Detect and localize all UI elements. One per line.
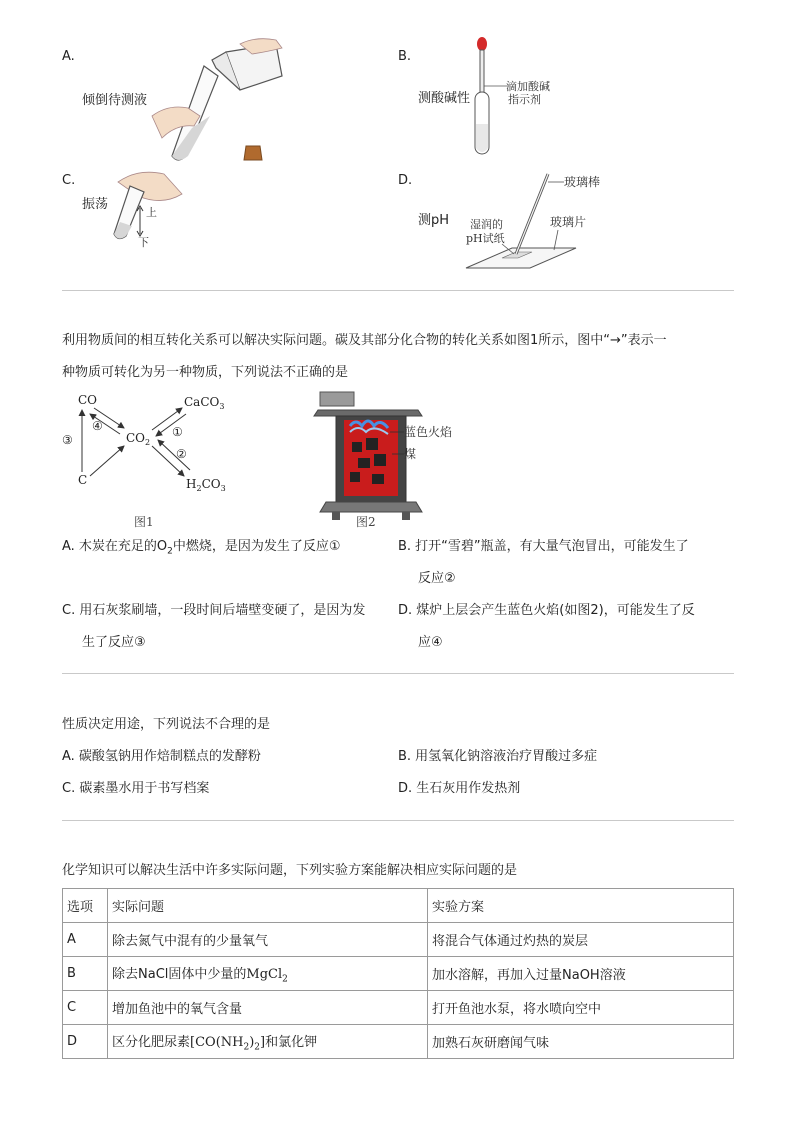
- glass-slide-label: 玻璃片: [550, 215, 587, 229]
- table-header-row: [63, 889, 734, 923]
- row-problem-formula: MgCl: [246, 966, 283, 982]
- c-label: C: [78, 473, 88, 487]
- q2-stem-line-2: 种物质可转化为另一种物质，下列说法不正确的是: [62, 365, 349, 380]
- coal-stove-figure: [312, 386, 482, 534]
- row-problem: 增加鱼池中的氧气含量: [108, 991, 428, 1025]
- q1-option-a-caption: 倾倒待测液: [82, 93, 148, 108]
- svg-text:H2CO3: [186, 477, 226, 493]
- row-problem-text: 除去NaCl固体中少量的: [112, 966, 247, 982]
- q2-option-b-cont: 反应②: [418, 571, 456, 586]
- glass-rod-label: 玻璃棒: [564, 175, 601, 189]
- row-option: C: [63, 991, 108, 1025]
- header-plan: 实验方案: [428, 889, 734, 923]
- arrow-c-to-co2: [90, 446, 124, 476]
- h2co3-subscript-2: 3: [220, 484, 226, 493]
- q3-option-a[interactable]: A. 碳酸氢钠用作焙制糕点的发酵粉: [62, 749, 261, 764]
- row-plan: 加水溶解，再加入过量NaOH溶液: [428, 957, 734, 991]
- shaking-figure: [108, 164, 188, 248]
- caco3-subscript: 3: [219, 402, 225, 411]
- carbon-transformation-diagram: [58, 388, 248, 534]
- q1-option-d-caption: 测pH: [418, 213, 450, 228]
- stopper-icon: [244, 146, 262, 160]
- divider: [62, 673, 734, 674]
- dropper-figure: [468, 36, 558, 158]
- q2-option-a-sub: 2: [167, 546, 173, 557]
- reaction-3-label: ③: [62, 433, 73, 447]
- ph-paper-label-2: pH试纸: [466, 232, 505, 245]
- q2-option-d[interactable]: D. 煤炉上层会产生蓝色火焰(如图2)，可能发生了反: [398, 603, 695, 618]
- co-label: CO: [78, 393, 98, 407]
- q2-option-a[interactable]: [62, 538, 341, 561]
- divider: [62, 820, 734, 821]
- q4-table: [62, 888, 734, 1059]
- shake-up-label: 上: [146, 206, 157, 219]
- q2-option-d-cont: 应④: [418, 635, 443, 650]
- divider: [62, 290, 734, 291]
- q1-option-c-letter[interactable]: C.: [62, 173, 76, 188]
- table-row[interactable]: [63, 1025, 734, 1059]
- row-problem-sub-2: 2: [254, 1042, 261, 1053]
- row-problem-formula: [CO(NH: [190, 1034, 244, 1050]
- q1-option-d-letter[interactable]: D.: [398, 173, 413, 188]
- q2-option-a-text-2: 中燃烧，是因为发生了反应①: [172, 539, 341, 554]
- row-plan: 将混合气体通过灼热的炭层: [428, 923, 734, 957]
- figure-1-caption: 图1: [134, 515, 154, 529]
- row-problem-sub: 2: [282, 974, 288, 985]
- stove-pipe-icon: [320, 392, 354, 406]
- q3-stem: 性质决定用途，下列说法不合理的是: [62, 717, 271, 732]
- svg-text:CaCO3: [184, 395, 224, 411]
- q2-option-a-text: A. 木炭在充足的O: [62, 539, 168, 554]
- q1-option-b-letter[interactable]: B.: [398, 49, 412, 64]
- row-problem: 除去氮气中混有的少量氧气: [108, 923, 428, 957]
- reaction-2-label: ②: [176, 447, 187, 461]
- q3-option-d[interactable]: D. 生石灰用作发热剂: [398, 781, 521, 796]
- shake-down-label: 下: [138, 236, 149, 248]
- header-option: 选项: [63, 889, 108, 923]
- q2-option-c-cont: 生了反应③: [82, 635, 146, 650]
- indicator-note-2: 指示剂: [508, 93, 541, 106]
- q1-option-a-letter[interactable]: A.: [62, 49, 75, 64]
- dropper-bulb-icon: [477, 37, 487, 51]
- row-problem-formula-2: ): [249, 1034, 255, 1050]
- q3-option-c[interactable]: C. 碳素墨水用于书写档案: [62, 781, 210, 796]
- h2co3-label-2: CO: [201, 477, 221, 491]
- h2co3-subscript-1: 2: [196, 484, 202, 493]
- table-row[interactable]: [63, 923, 734, 957]
- header-problem: 实际问题: [108, 889, 428, 923]
- reaction-1-label: ①: [172, 425, 183, 439]
- h2co3-label: H: [186, 477, 197, 491]
- table-row[interactable]: [63, 991, 734, 1025]
- reagent-bottle-icon: [212, 44, 282, 90]
- glass-slide-icon: [466, 248, 576, 268]
- table-row[interactable]: [63, 957, 734, 991]
- svg-text:C: [78, 473, 87, 487]
- svg-text:CO: [78, 393, 97, 407]
- q1-option-c-caption: 振荡: [82, 197, 109, 212]
- q2-option-b[interactable]: B. 打开“雪碧”瓶盖，有大量气泡冒出，可能发生了: [398, 539, 689, 554]
- blue-flame-label: 蓝色火焰: [404, 425, 453, 439]
- svg-text:CO2: [126, 431, 150, 447]
- row-plan: 加熟石灰研磨闻气味: [428, 1025, 734, 1059]
- reaction-4-label: ④: [92, 419, 103, 433]
- indicator-note-1: 滴加酸碱: [506, 80, 550, 93]
- co2-label: CO: [126, 431, 146, 445]
- coal-label: 煤: [404, 447, 417, 461]
- q2-option-c[interactable]: C. 用石灰浆刷墙，一段时间后墙壁变硬了，是因为发: [62, 603, 366, 618]
- ph-paper-label-1: 湿润的: [470, 218, 503, 231]
- q4-stem: 化学知识可以解决生活中许多实际问题，下列实验方案能解决相应实际问题的是: [62, 863, 518, 878]
- figure-2-caption: 图2: [356, 515, 376, 529]
- ph-test-figure: [458, 168, 618, 280]
- q1-option-b-caption: 测酸碱性: [418, 91, 471, 106]
- row-problem-formula-3: ]: [260, 1034, 266, 1050]
- row-option: B: [63, 957, 108, 991]
- row-option: A: [63, 923, 108, 957]
- pouring-liquid-figure: [148, 38, 288, 168]
- q3-option-b[interactable]: B. 用氢氧化钠溶液治疗胃酸过多症: [398, 749, 598, 764]
- co2-subscript: 2: [145, 438, 151, 447]
- row-problem-sub: 2: [243, 1042, 250, 1053]
- row-problem: [108, 957, 428, 991]
- row-plan: 打开鱼池水泵，将水喷向空中: [428, 991, 734, 1025]
- row-problem-text: 区分化肥尿素: [112, 1034, 191, 1050]
- caco3-label: CaCO: [184, 395, 220, 409]
- row-problem: [108, 1025, 428, 1059]
- row-problem-text-2: 和氯化钾: [265, 1034, 318, 1050]
- row-option: D: [63, 1025, 108, 1059]
- q2-stem-line-1: 利用物质间的相互转化关系可以解决实际问题。碳及其部分化合物的转化关系如图1所示，图中“→”表示一: [62, 333, 667, 348]
